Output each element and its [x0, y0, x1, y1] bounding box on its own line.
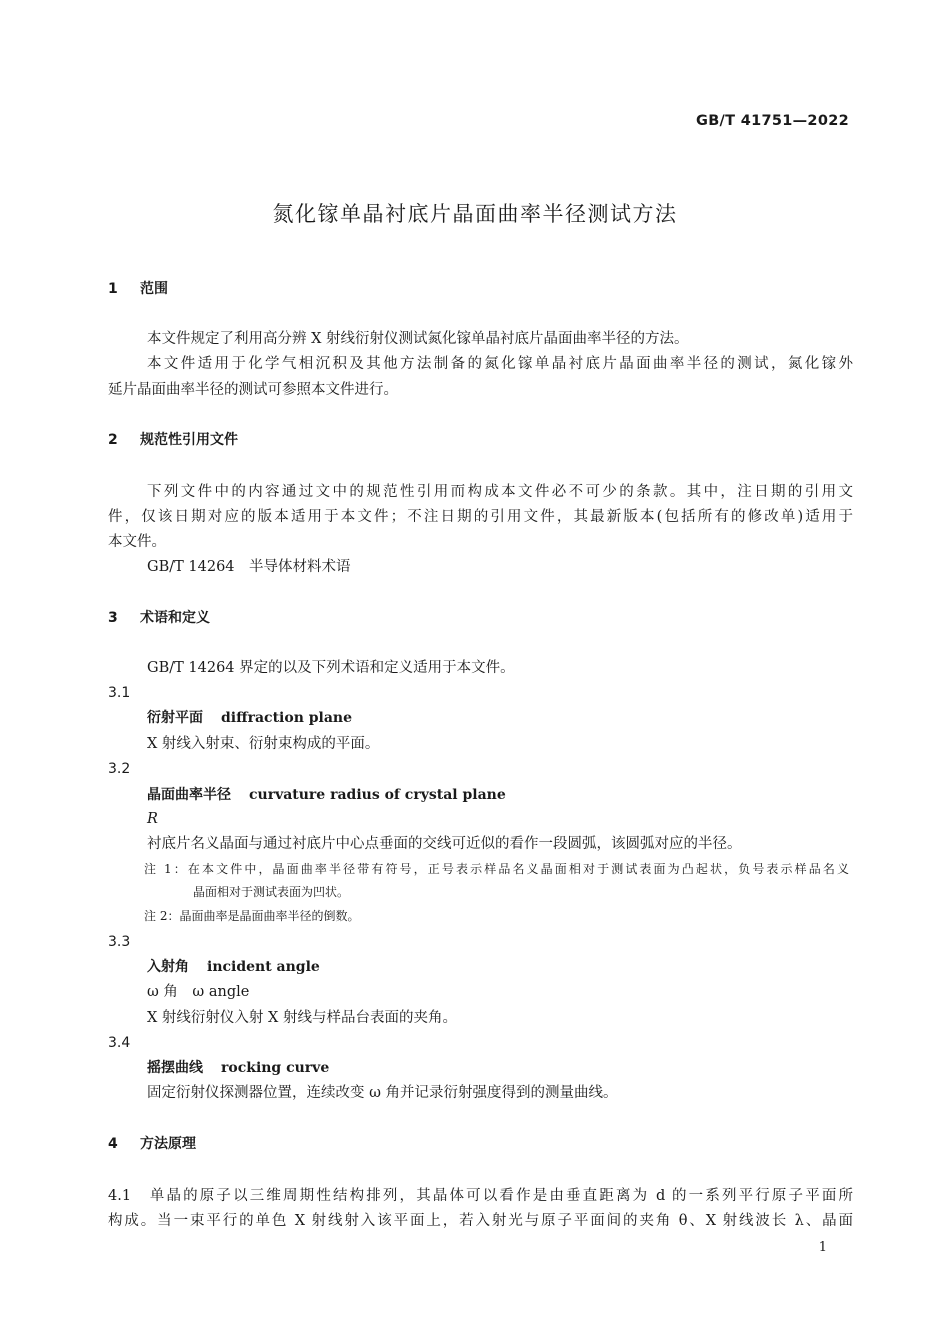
term-chinese: 晶面曲率半径 — [147, 787, 231, 803]
term-number: 3.2 — [108, 761, 131, 777]
document-title: 氮化镓单晶衬底片晶面曲率半径测试方法 — [272, 202, 678, 226]
note: 晶面相对于测试表面为凹状。 — [193, 885, 350, 899]
page-number: 1 — [818, 1240, 827, 1255]
term-symbol: R — [147, 811, 158, 827]
paragraph: 本文件适用于化学气相沉积及其他方法制备的氮化镓单晶衬底片晶面曲率半径的测试，氮化镓外 — [147, 356, 853, 372]
standard-code: GB/T 41751—2022 — [696, 113, 849, 129]
section-number: 3 — [108, 610, 118, 626]
term-definition: 固定衍射仪探测器位置，连续改变 ω 角并记录衍射强度得到的测量曲线。 — [147, 1085, 618, 1101]
paragraph: 延片晶面曲率半径的测试可参照本文件进行。 — [108, 382, 398, 398]
section-title: 范围 — [140, 281, 168, 297]
note: 注 2：晶面曲率是晶面曲率半径的倒数。 — [144, 909, 360, 923]
term-number: 3.1 — [108, 685, 131, 701]
paragraph: 本文件。 — [108, 534, 166, 550]
term-english: rocking curve — [221, 1060, 330, 1076]
paragraph: 4.1 单晶的原子以三维周期性结构排列，其晶体可以看作是由垂直距离为 d 的一系列平行原子平面所 — [108, 1188, 853, 1204]
section-number: 4 — [108, 1136, 118, 1152]
term-english: incident angle — [207, 959, 320, 975]
section-number: 1 — [108, 281, 118, 297]
term-chinese: 衍射平面 — [147, 710, 203, 726]
section-title: 术语和定义 — [140, 610, 210, 626]
term-chinese: 入射角 — [147, 959, 189, 975]
note: 注 1：在本文件中，晶面曲率半径带有符号，正号表示样品名义晶面相对于测试表面为凸起状，负号表示样品名义 — [144, 862, 849, 876]
section-title: 方法原理 — [140, 1136, 196, 1152]
term-entry — [147, 788, 892, 803]
normative-reference: GB/T 14264 半导体材料术语 — [147, 559, 351, 575]
section-number: 2 — [108, 432, 118, 448]
paragraph: 件，仅该日期对应的版本适用于本文件；不注日期的引用文件，其最新版本(包括所有的修改单)适用于 — [108, 509, 853, 525]
term-number: 3.4 — [108, 1035, 131, 1051]
section-2-heading — [108, 433, 853, 447]
section-title: 规范性引用文件 — [140, 432, 238, 448]
paragraph: 下列文件中的内容通过文中的规范性引用而构成本文件必不可少的条款。其中，注日期的引用文 — [147, 484, 853, 500]
section-4-heading — [108, 1137, 853, 1151]
term-chinese: 摇摆曲线 — [147, 1060, 203, 1076]
paragraph: GB/T 14264 界定的以及下列术语和定义适用于本文件。 — [147, 660, 515, 676]
term-entry — [147, 711, 892, 726]
section-3-heading — [108, 611, 853, 625]
term-english: diffraction plane — [221, 710, 353, 726]
term-entry — [147, 1061, 892, 1076]
term-definition: X 射线衍射仪入射 X 射线与样品台表面的夹角。 — [147, 1010, 457, 1026]
term-admitted: ω 角 ω angle — [147, 984, 250, 1000]
term-definition: X 射线入射束、衍射束构成的平面。 — [147, 736, 380, 752]
paragraph: 构成。当一束平行的单色 X 射线射入该平面上，若入射光与原子平面间的夹角 θ、X 射线波长 λ、晶面 — [108, 1213, 853, 1229]
term-definition: 衬底片名义晶面与通过衬底片中心点垂面的交线可近似的看作一段圆弧，该圆弧对应的半径。 — [147, 836, 742, 852]
term-english: curvature radius of crystal plane — [249, 787, 506, 803]
section-1-heading — [108, 282, 853, 296]
term-number: 3.3 — [108, 934, 131, 950]
term-entry — [147, 960, 892, 975]
paragraph: 本文件规定了利用高分辨 X 射线衍射仪测试氮化镓单晶衬底片晶面曲率半径的方法。 — [147, 331, 689, 347]
